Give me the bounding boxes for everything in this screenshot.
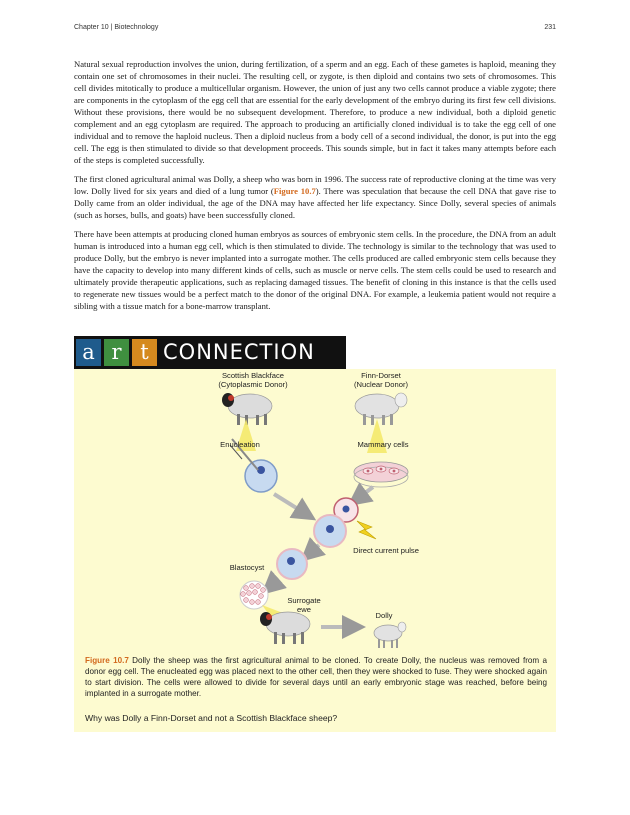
- figure-caption-text: Dolly the sheep was the first agricultural animal to be cloned. To create Dolly, the nucleus was removed from a donor egg cell. The enucleated egg was placed next to the other cell, then they were shocked to fuse. They were shocked again to start division. The cells were allowed to divide for several days until an early embryonic stage was reached, before being implanted in a surrogate mother.: [85, 656, 547, 698]
- finn-dorset-label: [336, 371, 426, 389]
- scottish-blackface-sheep-icon: [222, 393, 272, 425]
- blastocyst-icon: [240, 581, 268, 609]
- arrow-icon: [309, 545, 319, 554]
- finn-dorset-sheep-icon: [355, 393, 407, 425]
- figure-reference-link[interactable]: Figure 10.7: [273, 186, 316, 196]
- art-letter-r: r: [104, 339, 129, 366]
- arrow-icon: [270, 579, 279, 587]
- mammary-cells-dish-icon: [354, 462, 408, 487]
- fused-cells-icon: [314, 498, 358, 547]
- mammary-cells-label: Mammary cells: [357, 440, 409, 449]
- paragraph-2-text-a: The first cloned agricultural animal was Dolly, a sheep who was born in 1996. The success rate of reproductive cloning at the time was very low. Dolly lived for six years and died of a lung tumor (: [74, 174, 556, 196]
- dolly-lamb-icon: [374, 622, 406, 648]
- scottish-blackface-role: (Cytoplasmic Donor): [218, 380, 288, 389]
- figure-caption: [85, 655, 547, 699]
- surrogate-ewe-icon: [260, 612, 310, 644]
- arrow-icon: [274, 494, 306, 514]
- activated-egg-icon: [277, 549, 307, 579]
- figure-number: Figure 10.7: [85, 656, 129, 665]
- page-header: [74, 24, 556, 36]
- chapter-title: Chapter 10 | Biotechnology: [74, 24, 159, 31]
- art-connection-box: [74, 369, 556, 732]
- lightning-bolt-icon: [357, 521, 376, 539]
- finn-dorset-name: Finn-Dorset: [361, 371, 401, 380]
- art-connection-question: Why was Dolly a Finn-Dorset and not a Scottish Blackface sheep?: [85, 713, 338, 723]
- art-letter-t: t: [132, 339, 157, 366]
- paragraph-1: Natural sexual reproduction involves the union, during fertilization, of a sperm and an egg. Each of these gametes is haploid, meaning they contain one set of chromosomes in their nuclei. The resulting cell, or zygote, is then diploid and contains two sets of chromosomes. This cell divides mitotically to produce a multicellular organism. However, the union of just any two cells cannot produce a viable zygote; there are components in the cytoplasm of the egg cell that are essential for the early development of the embryo during its first few cell divisions. Without these provisions, there would be no subsequent development. Therefore, to produce a new individual, both a diploid genetic complement and an egg cytoplasm are required. The approach to producing an artificially cloned individual is to take the egg cell of one individual and to remove the haploid nucleus. Then a diploid nucleus from a body cell of a second individual, the donor, is put into the egg cell. The egg is then stimulated to divide so that development proceeds. This sounds simple, but in fact it takes many attempts before each of the steps is completed successfully.: [74, 59, 556, 165]
- scottish-blackface-name: Scottish Blackface: [221, 371, 285, 380]
- arrow-icon: [357, 487, 373, 499]
- art-letter-a: a: [76, 339, 101, 366]
- paragraph-3: There have been attempts at producing cloned human embryos as sources of embryonic stem cells. In the procedure, the DNA from an adult human is introduced into a human egg cell, which is then stimulated to divide. The technology is similar to the technology that was used to produce Dolly, but the embryo is never implanted into a surrogate mother. The cells produced are called embryonic stem cells because they have the capacity to develop into many different kinds of cells, such as muscle or nerve cells. The stem cells could be used to research and ultimately provide therapeutic applications, such as replacing damaged tissues. The benefit of cloning in this instance is that the cells used to regenerate new tissues would be a perfect match to the donor of the original DNA. For example, a leukemia patient would not require a sibling with a tissue match for a bone-marrow transplant.: [74, 229, 556, 311]
- blastocyst-label: Blastocyst: [229, 563, 265, 572]
- enucleation-label: Enucleation: [220, 440, 260, 449]
- paragraph-2: [74, 173, 556, 221]
- scottish-blackface-label: [203, 371, 303, 389]
- art-connection-banner: [74, 336, 346, 369]
- direct-current-pulse-label: Direct current pulse: [353, 546, 419, 555]
- surrogate-ewe-line-1: Surrogate: [287, 596, 321, 605]
- dolly-label: Dolly: [375, 611, 393, 620]
- page-number: 231: [544, 24, 556, 31]
- finn-dorset-role: (Nuclear Donor): [353, 380, 409, 389]
- paragraph-2-text-b: ). There was speculation that because the cell DNA that gave rise to Dolly came from an older individual, the age of the DNA may have affected her life expectancy. Since Dolly, several species of animals (such as horses, bulls, and goats) have been successfully cloned.: [74, 186, 557, 220]
- surrogate-ewe-line-2: ewe: [297, 605, 311, 614]
- art-connection-word: CONNECTION: [163, 340, 315, 364]
- body-text: [74, 58, 556, 319]
- surrogate-ewe-label: [280, 596, 328, 614]
